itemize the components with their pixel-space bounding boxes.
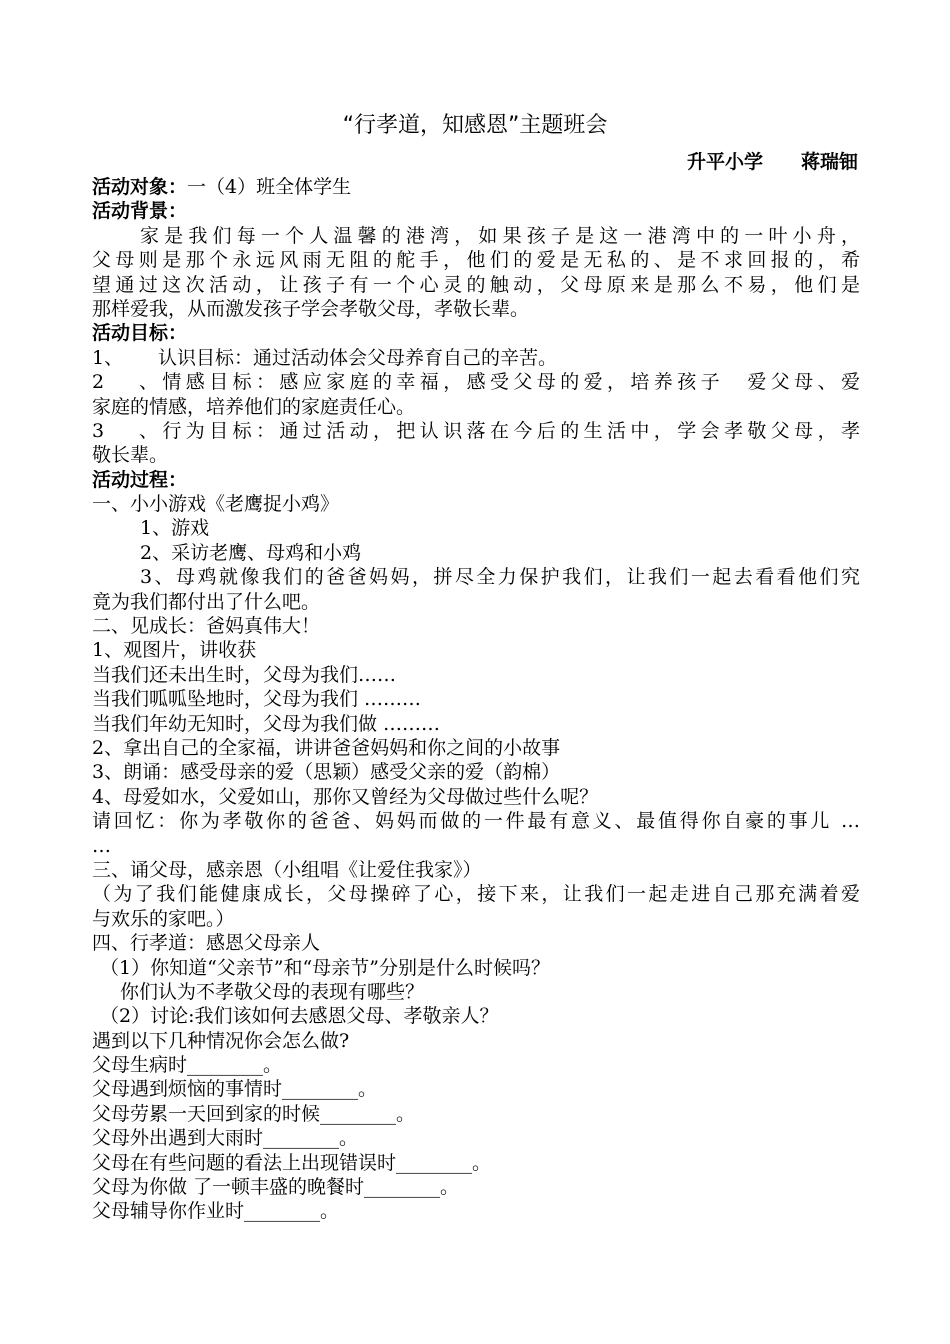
goal-number: 2、 xyxy=(92,371,158,394)
section-1-item: 3、母鸡就像我们的爸爸妈妈，拼尽全力保护我们，让我们一起去看看他们究 xyxy=(140,566,860,589)
target-value: 一（4）班全体学生 xyxy=(187,176,352,198)
fill-in-blank-line: 父母生病时________。 xyxy=(92,1054,283,1077)
page-title: “行孝道，知感恩”主题班会 xyxy=(342,113,608,138)
section-4-heading: 四、行孝道：感恩父母亲人 xyxy=(92,932,321,955)
goal-item xyxy=(92,419,860,443)
section-4-prompt: 遇到以下几种情况你会怎么做? xyxy=(92,1029,350,1052)
background-text-line: 父母则是那个永远风雨无阻的舵手，他们的爱是无私的、是不求回报的，希 xyxy=(92,249,860,272)
section-4-question-2: （2）讨论:我们该如何去感恩父母、孝敬亲人？ xyxy=(100,1005,499,1028)
section-3-heading: 三、诵父母，感亲恩（小组唱《让爱住我家》） xyxy=(92,858,482,881)
fill-in-blank-line: 父母辅导你作业时________。 xyxy=(92,1200,340,1223)
section-2-line: 当我们呱呱坠地时，父母为我们 ……… xyxy=(92,688,422,711)
section-2-line: 4、母爱如水，父爱如山，那你又曾经为父母做过些什么呢？ xyxy=(92,785,599,808)
goal-text-continued: 敬长辈。 xyxy=(92,444,169,467)
section-4-question-1b: 你们认为不孝敬父母的表现有哪些？ xyxy=(120,980,425,1003)
goal-text: 情感目标：感应家庭的幸福，感受父母的爱，培养孩子 爱父母、爱 xyxy=(158,371,860,394)
section-3-line: （为了我们能健康成长，父母操碎了心，接下来，让我们一起走进自己那充满着爱 xyxy=(92,883,860,906)
background-text-line: 那样爱我，从而激发孩子学会孝敬父母，孝敬长辈。 xyxy=(92,297,530,320)
target-line xyxy=(92,175,860,199)
section-2-line: 2、拿出自己的全家福，讲讲爸爸妈妈和你之间的小故事 xyxy=(92,736,561,759)
fill-in-blank-line: 父母劳累一天回到家的时候________。 xyxy=(92,1102,416,1125)
background-text-line: 家是我们每一个人温馨的港湾，如果孩子是这一港湾中的一叶小舟， xyxy=(140,224,860,247)
fill-in-blank-line: 父母遇到烦恼的事情时________。 xyxy=(92,1078,378,1101)
fill-in-blank-line: 父母在有些问题的看法上出现错误时________。 xyxy=(92,1151,492,1174)
goal-number: 1、 xyxy=(92,346,124,369)
fill-in-blank-line: 父母外出遇到大雨时________。 xyxy=(92,1127,359,1150)
goals-heading: 活动目标： xyxy=(92,322,188,345)
background-heading: 活动背景： xyxy=(92,200,188,223)
goal-text-continued: 家庭的情感，培养他们的家庭责任心。 xyxy=(92,395,416,418)
fill-in-blank-line: 父母为你做 了一顿丰盛的晚餐时________。 xyxy=(92,1176,460,1199)
process-heading: 活动过程： xyxy=(92,468,188,491)
goal-text: 认识目标：通过活动体会父母养育自己的辛苦。 xyxy=(158,346,558,369)
section-3-line: 与欢乐的家吧。） xyxy=(92,907,235,930)
section-2-line: 当我们年幼无知时，父母为我们做 ……… xyxy=(92,712,441,735)
section-2-line: 1、观图片，讲收获 xyxy=(92,639,257,662)
section-1-heading: 一、小小游戏《老鹰捉小鸡》 xyxy=(92,493,340,516)
section-1-item-continued: 竟为我们都付出了什么吧。 xyxy=(92,590,321,613)
section-2-line: 3、朗诵：感受母亲的爱（思颖）感受父亲的爱（韵棉） xyxy=(92,761,561,784)
section-2-recall-continued: … xyxy=(92,834,111,857)
target-label: 活动对象： xyxy=(92,176,188,198)
section-2-heading: 二、见成长：爸妈真伟大！ xyxy=(92,615,321,638)
document-body xyxy=(92,175,860,1224)
goal-text: 行为目标：通过活动，把认识落在今后的生活中，学会孝敬父母，孝 xyxy=(158,419,860,442)
section-1-item: 2、采访老鹰、母鸡和小鸡 xyxy=(140,541,362,564)
section-2-recall: 请回忆：你为孝敬你的爸爸、妈妈而做的一件最有意义、最值得你自豪的事儿 … xyxy=(92,810,860,833)
section-4-question-1: （1）你知道“父亲节”和“母亲节”分别是什么时候吗？ xyxy=(100,956,550,979)
section-1-item: 1、游戏 xyxy=(140,517,210,540)
author-line: 升平小学 蒋瑞钿 xyxy=(686,151,858,173)
background-text-line: 望通过这次活动，让孩子有一个心灵的触动，父母原来是那么不易，他们是 xyxy=(92,273,860,296)
goal-number: 3、 xyxy=(92,419,158,442)
section-2-line: 当我们还未出生时，父母为我们…… xyxy=(92,663,397,686)
goal-item xyxy=(92,346,860,370)
goal-item xyxy=(92,370,860,394)
